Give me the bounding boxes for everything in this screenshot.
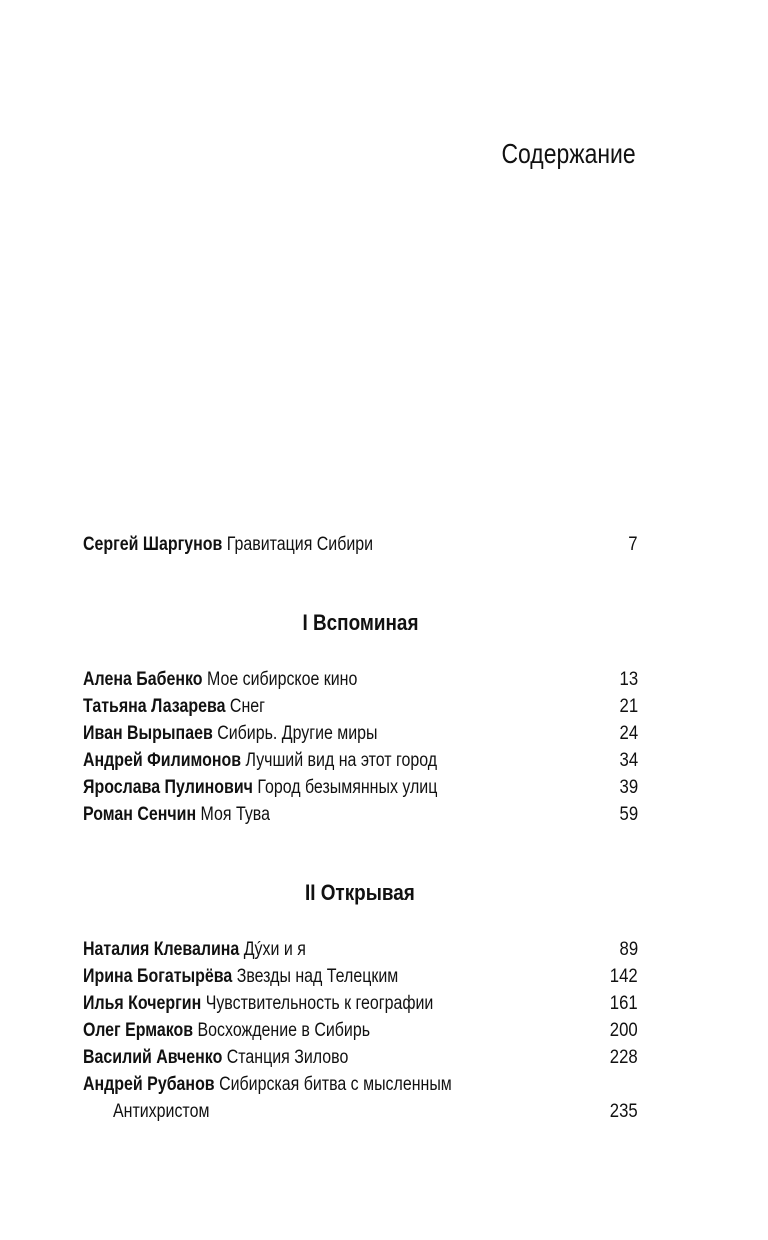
entry-title: Станция Зилово — [226, 1047, 349, 1068]
toc-entry — [83, 965, 638, 989]
entry-text — [83, 992, 433, 1016]
entry-title: Снег — [229, 696, 265, 717]
toc-entry — [83, 722, 638, 746]
entry-author: Наталия Клевалина — [83, 939, 240, 960]
toc-entry-intro — [83, 533, 638, 557]
section-heading: I Вспоминая — [301, 610, 419, 635]
toc-entry — [83, 938, 638, 962]
entry-author: Сергей Шаргунов — [83, 534, 223, 555]
entry-text — [83, 965, 398, 989]
toc-entry — [83, 749, 638, 773]
toc-entry — [83, 1019, 638, 1043]
entry-page-number: 89 — [619, 939, 638, 960]
toc-entry-continuation — [83, 1100, 638, 1124]
entry-author: Илья Кочергин — [83, 993, 202, 1014]
entry-author: Андрей Филимонов — [83, 750, 242, 771]
entry-author: Василий Авченко — [83, 1047, 223, 1068]
entry-author: Ирина Богатырёва — [83, 966, 233, 987]
entry-author: Татьяна Лазарева — [83, 696, 226, 717]
section-heading: II Открывая — [305, 880, 415, 905]
entry-title: Моя Тува — [200, 804, 270, 825]
entry-text — [83, 749, 437, 773]
entry-text — [83, 533, 373, 557]
entry-author: Алена Бабенко — [83, 669, 203, 690]
entry-title: Восхождение в Сибирь — [197, 1020, 371, 1041]
entry-title: Дýхи и я — [243, 939, 306, 960]
toc-entry — [83, 776, 638, 800]
entry-page-number: 34 — [619, 750, 638, 771]
entry-page-number: 24 — [619, 723, 638, 744]
entry-page-number: 7 — [628, 534, 638, 555]
entry-text — [83, 938, 306, 962]
entry-title: Звезды над Телецким — [236, 966, 399, 987]
entry-page-number: 235 — [610, 1101, 638, 1122]
entry-title: Лучший вид на этот город — [245, 750, 438, 771]
entry-author: Роман Сенчин — [83, 804, 197, 825]
entry-text — [83, 722, 378, 746]
entry-text — [83, 1019, 370, 1043]
entry-page-number: 39 — [619, 777, 638, 798]
toc-entry — [83, 1046, 638, 1070]
toc-entry — [83, 695, 638, 719]
entry-title: Сибирь. Другие миры — [217, 723, 378, 744]
entry-page-number: 59 — [619, 804, 638, 825]
entry-title: Гравитация Сибири — [226, 534, 374, 555]
entry-title: Город безымянных улиц — [257, 777, 438, 798]
entry-text — [83, 776, 437, 800]
entry-page-number: 142 — [610, 966, 638, 987]
entry-title: Мое сибирское кино — [206, 669, 358, 690]
page-title: Содержание — [501, 138, 636, 169]
entry-page-number: 200 — [610, 1020, 638, 1041]
entry-title-continued: Антихристом — [113, 1101, 210, 1122]
entry-title: Чувствительность к географии — [205, 993, 434, 1014]
entry-text — [83, 803, 270, 827]
entry-text — [83, 668, 357, 692]
entry-author: Олег Ермаков — [83, 1020, 194, 1041]
entry-author: Андрей Рубанов — [83, 1074, 215, 1095]
entry-page-number: 161 — [610, 993, 638, 1014]
entry-author: Иван Вырыпаев — [83, 723, 213, 744]
toc-entry — [83, 668, 638, 692]
entry-author: Ярослава Пулинович — [83, 777, 253, 798]
entry-page-number: 228 — [610, 1047, 638, 1068]
entry-text — [83, 1073, 452, 1097]
toc-entry — [83, 803, 638, 827]
entry-title: Сибирская битва с мысленным — [219, 1074, 452, 1095]
entry-text — [83, 695, 265, 719]
entry-page-number: 21 — [619, 696, 638, 717]
entry-page-number: 13 — [619, 669, 638, 690]
toc-entry — [83, 1073, 638, 1097]
toc-entry — [83, 992, 638, 1016]
entry-text — [83, 1046, 348, 1070]
